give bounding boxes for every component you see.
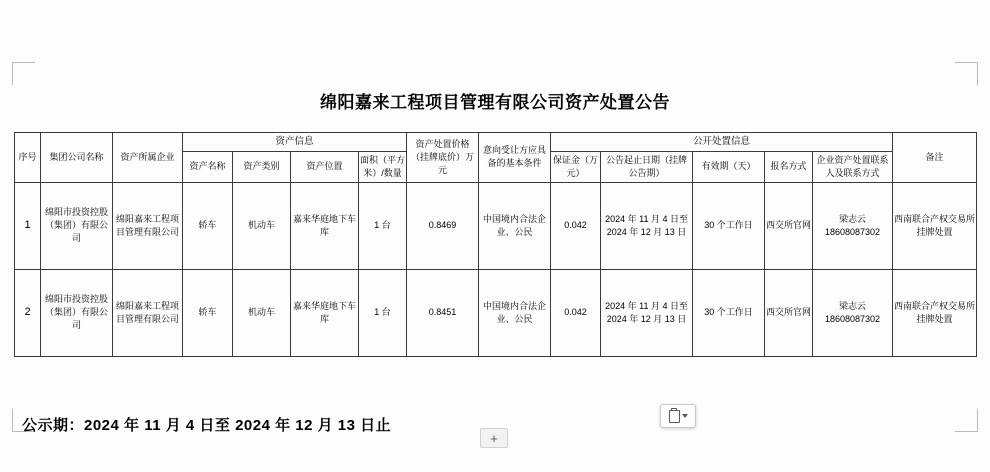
cell-announcement-period: 2024 年 11 月 4 日至 2024 年 12 月 13 日 (601, 182, 693, 269)
col-header-announcement-period: 公告起止日期（挂牌公告期） (601, 151, 693, 182)
cell-contact-person: 梁志云 18608087302 (813, 269, 893, 356)
col-header-asset-location: 资产位置 (291, 151, 359, 182)
cell-disposal-price: 0.8451 (407, 269, 479, 356)
cell-transferee-conditions: 中国境内合法企业、公民 (479, 269, 551, 356)
cell-remarks: 西南联合产权交易所挂牌处置 (893, 269, 977, 356)
chevron-down-icon (682, 414, 688, 418)
paste-options-button[interactable] (660, 404, 696, 428)
page-title: 绵阳嘉来工程项目管理有限公司资产处置公告 (320, 93, 670, 112)
cell-disposal-price: 0.8469 (407, 182, 479, 269)
cell-area-quantity: 1 台 (359, 269, 407, 356)
asset-disposal-table (14, 132, 977, 357)
cell-asset-owner: 绵阳嘉来工程项目管理有限公司 (113, 182, 183, 269)
table-row (15, 182, 977, 269)
crop-mark-top-right (955, 62, 978, 85)
cell-asset-location: 嘉来华庭地下车库 (291, 269, 359, 356)
cell-remarks: 西南联合产权交易所挂牌处置 (893, 182, 977, 269)
cell-asset-name: 轿车 (183, 182, 233, 269)
col-header-disposal-price: 资产处置价格（挂牌底价）万元 (407, 133, 479, 183)
cell-announcement-period: 2024 年 11 月 4 日至 2024 年 12 月 13 日 (601, 269, 693, 356)
cell-group-company: 绵阳市投资控股（集团）有限公司 (41, 269, 113, 356)
col-header-valid-days: 有效期（天） (693, 151, 765, 182)
col-header-group-company: 集团公司名称 (41, 133, 113, 183)
col-header-asset-category: 资产类别 (233, 151, 291, 182)
crop-mark-top-left (12, 62, 35, 85)
col-group-header-public-disposal-info: 公开处置信息 (551, 133, 893, 152)
cell-contact-person: 梁志云 18608087302 (813, 182, 893, 269)
col-header-remarks: 备注 (893, 133, 977, 183)
cell-asset-category: 机动车 (233, 269, 291, 356)
cell-asset-owner: 绵阳嘉来工程项目管理有限公司 (113, 269, 183, 356)
cell-index: 1 (15, 182, 41, 269)
cell-index: 2 (15, 269, 41, 356)
public-notice-period: 公示期：2024 年 11 月 4 日至 2024 年 12 月 13 日止 (22, 417, 392, 434)
col-header-area-quantity: 面积（平方米）/数量 (359, 151, 407, 182)
col-header-deposit: 保证金（万元） (551, 151, 601, 182)
cell-valid-days: 30 个工作日 (693, 269, 765, 356)
add-row-button[interactable]: + (480, 428, 508, 448)
cell-registration-method: 西交所官网 (765, 269, 813, 356)
cell-registration-method: 西交所官网 (765, 182, 813, 269)
cell-asset-category: 机动车 (233, 182, 291, 269)
cell-transferee-conditions: 中国境内合法企业、公民 (479, 182, 551, 269)
cell-group-company: 绵阳市投资控股（集团）有限公司 (41, 182, 113, 269)
cell-deposit: 0.042 (551, 182, 601, 269)
cell-area-quantity: 1 台 (359, 182, 407, 269)
col-header-contact-person: 企业资产处置联系人及联系方式 (813, 151, 893, 182)
cell-valid-days: 30 个工作日 (693, 182, 765, 269)
cell-deposit: 0.042 (551, 269, 601, 356)
col-header-transferee-conditions: 意向受让方应具备的基本条件 (479, 133, 551, 183)
col-header-registration-method: 报名方式 (765, 151, 813, 182)
table-row (15, 269, 977, 356)
col-header-index: 序号 (15, 133, 41, 183)
col-header-asset-owner: 资产所属企业 (113, 133, 183, 183)
cell-asset-name: 轿车 (183, 269, 233, 356)
col-header-asset-name: 资产名称 (183, 151, 233, 182)
crop-mark-bottom-right (955, 409, 978, 432)
col-group-header-asset-info: 资产信息 (183, 133, 407, 152)
cell-asset-location: 嘉来华庭地下车库 (291, 182, 359, 269)
table-header-group-row (15, 133, 977, 152)
clipboard-icon (669, 410, 680, 423)
